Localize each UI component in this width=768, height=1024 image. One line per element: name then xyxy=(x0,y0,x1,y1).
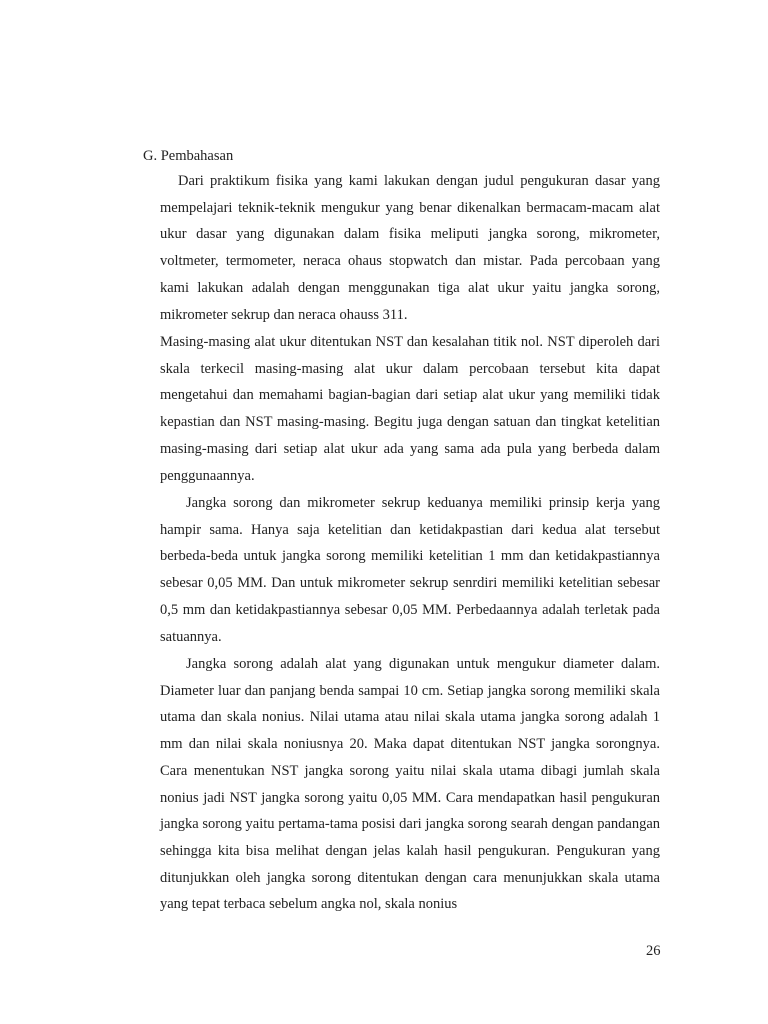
page-number: 26 xyxy=(646,943,661,959)
paragraph-3: Jangka sorong dan mikrometer sekrup keduanya memiliki prinsip kerja yang hampir sama. Hanya saja ketelitian dan ketidakpastian dari kedua alat tersebut berbeda-beda untuk jangka sorong memiliki ketelitian 1 mm dan ketidakpastiannya sebesar 0,05 MM. Dan untuk mikrometer sekrup senrdiri memiliki ketelitian sebesar 0,5 mm dan ketidakpastiannya sebesar 0,05 MM. Perbedaannya adalah terletak pada satuannya. xyxy=(160,495,660,645)
paragraph-2: Masing-masing alat ukur ditentukan NST dan kesalahan titik nol. NST diperoleh dari skala terkecil masing-masing alat ukur dalam percobaan tersebut kita dapat mengetahui dan memahami bagian-bagian dari setiap alat ukur yang memiliki tidak kepastian dan NST masing-masing. Begitu juga dengan satuan dan tingkat ketelitian masing-masing dari setiap alat ukur ada yang sama ada pula yang berbeda dalam penggunaannya. xyxy=(160,334,660,484)
paragraph-1: Dari praktikum fisika yang kami lakukan dengan judul pengukuran dasar yang mempelajari teknik-teknik mengukur yang benar dikenalkan bermacam-macam alat ukur dasar yang digunakan dalam fisika meliputi jangka sorong, mikrometer, voltmeter, termometer, neraca ohaus stopwatch dan mistar. Pada percobaan yang kami lakukan adalah dengan menggunakan tiga alat ukur yaitu jangka sorong, mikrometer sekrup dan neraca ohauss 311. xyxy=(160,173,660,323)
section-heading: G. Pembahasan xyxy=(143,148,234,164)
paragraph-4: Jangka sorong adalah alat yang digunakan untuk mengukur diameter dalam. Diameter luar dan panjang benda sampai 10 cm. Setiap jangka sorong memiliki skala utama dan skala nonius. Nilai utama atau nilai skala utama jangka sorong adalah 1 mm dan nilai skala noniusnya 20. Maka dapat ditentukan NST jangka sorongnya. Cara menentukan NST jangka sorong yaitu nilai skala utama dibagi jumlah skala nonius jadi NST jangka sorong yaitu 0,05 MM. Cara mendapatkan hasil pengukuran jangka sorong yaitu pertama-tama posisi dari jangka sorong searah dengan pandangan sehingga kita bisa melihat dengan jelas kalah hasil pengukuran. Pengukuran yang ditunjukkan oleh jangka sorong ditentukan dengan cara menunjukkan skala utama yang tepat terbaca sebelum angka nol, skala nonius xyxy=(160,656,660,913)
